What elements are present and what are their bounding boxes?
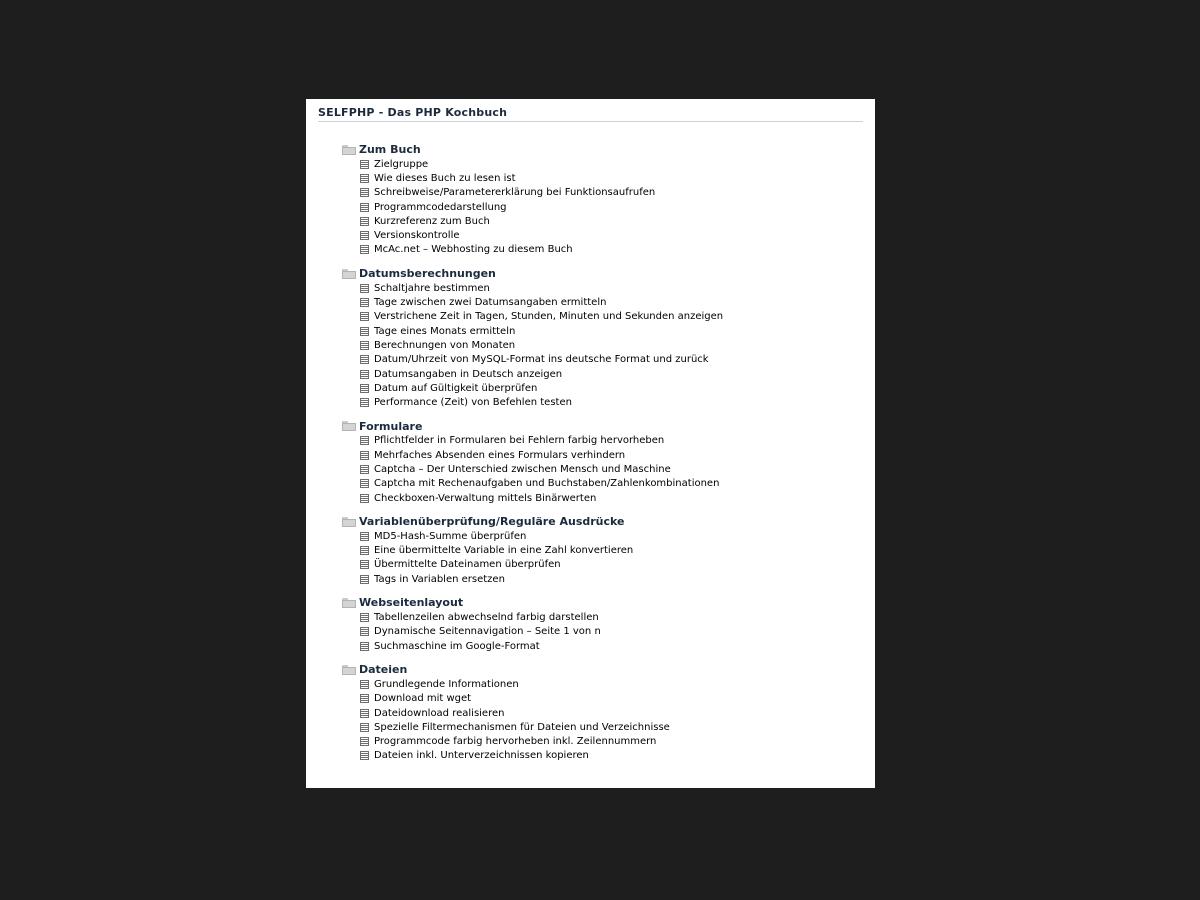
section-heading-label: Datumsberechnungen (359, 267, 496, 281)
folder-icon (342, 145, 356, 155)
folder-icon (342, 665, 356, 675)
document-icon (360, 737, 369, 746)
toc-section (342, 514, 863, 586)
document-icon (360, 217, 369, 226)
toc-link-label: Verstrichene Zeit in Tagen, Stunden, Minuten und Sekunden anzeigen (374, 311, 724, 323)
toc-link[interactable] (360, 462, 863, 476)
toc-link-label: Tags in Variablen ersetzen (374, 573, 505, 585)
toc-link[interactable] (360, 171, 863, 185)
document-icon (360, 312, 369, 321)
toc-link[interactable] (360, 310, 863, 324)
table-of-contents (318, 142, 863, 763)
folder-icon (342, 598, 356, 608)
section-heading-label: Formulare (359, 419, 423, 433)
toc-link[interactable] (360, 720, 863, 734)
toc-link[interactable] (360, 677, 863, 691)
toc-link-label: Dateidownload realisieren (374, 707, 505, 719)
document-icon (360, 546, 369, 555)
toc-link[interactable] (360, 367, 863, 381)
toc-link-label: Datum auf Gültigkeit überprüfen (374, 382, 538, 394)
toc-link-label: Dynamische Seitennavigation – Seite 1 von n (374, 626, 601, 638)
toc-section (342, 662, 863, 763)
toc-link-label: Pflichtfelder in Formularen bei Fehlern farbig hervorheben (374, 435, 665, 447)
document-icon (360, 245, 369, 254)
toc-link[interactable] (360, 625, 863, 639)
toc-link-label: Mehrfaches Absenden eines Formulars verhindern (374, 449, 626, 461)
toc-link-label: Download mit wget (374, 693, 472, 705)
toc-link-label: MD5-Hash-Summe überprüfen (374, 530, 527, 542)
folder-icon (342, 421, 356, 431)
document-icon (360, 751, 369, 760)
toc-link-label: Captcha mit Rechenaufgaben und Buchstaben/Zahlenkombinationen (374, 478, 720, 490)
toc-link[interactable] (360, 639, 863, 653)
toc-link[interactable] (360, 448, 863, 462)
section-heading[interactable] (342, 419, 863, 434)
toc-link[interactable] (360, 749, 863, 763)
toc-link[interactable] (360, 200, 863, 214)
toc-link[interactable] (360, 381, 863, 395)
toc-link-label: Spezielle Filtermechanismen für Dateien und Verzeichnisse (374, 721, 670, 733)
folder-icon (342, 269, 356, 279)
toc-link-label: Eine übermittelte Variable in eine Zahl konvertieren (374, 545, 634, 557)
document-icon (360, 465, 369, 474)
section-heading-label: Webseitenlayout (359, 596, 464, 610)
section-heading-label: Zum Buch (359, 143, 421, 156)
document-icon (360, 532, 369, 541)
document-icon (360, 284, 369, 293)
toc-link-label: Tage eines Monats ermitteln (374, 325, 516, 337)
document-icon (360, 384, 369, 393)
document-icon (360, 398, 369, 407)
document-icon (360, 709, 369, 718)
toc-link-label: Performance (Zeit) von Befehlen testen (374, 397, 572, 409)
toc-link[interactable] (360, 295, 863, 309)
toc-link-label: Tage zwischen zwei Datumsangaben ermitteln (374, 297, 607, 309)
toc-link-label: Schreibweise/Parametererklärung bei Funktionsaufrufen (374, 187, 656, 199)
toc-link[interactable] (360, 610, 863, 624)
toc-link-label: Captcha – Der Unterschied zwischen Mensch und Maschine (374, 463, 671, 475)
toc-link[interactable] (360, 157, 863, 171)
document-icon (360, 560, 369, 569)
toc-section (342, 266, 863, 410)
toc-link-label: Wie dieses Buch zu lesen ist (374, 172, 516, 184)
toc-link-label: Übermittelte Dateinamen überprüfen (374, 559, 561, 571)
section-heading[interactable] (342, 142, 863, 157)
toc-link-label: Versionskontrolle (374, 230, 460, 242)
document-icon (360, 642, 369, 651)
document-icon (360, 723, 369, 732)
document-icon (360, 327, 369, 336)
toc-link-label: Programmcode farbig hervorheben inkl. Zeilennummern (374, 736, 657, 748)
folder-icon (342, 517, 356, 527)
toc-link-label: McAc.net – Webhosting zu diesem Buch (374, 244, 573, 256)
toc-link-label: Grundlegende Informationen (374, 678, 519, 690)
document-icon (360, 694, 369, 703)
toc-link[interactable] (360, 558, 863, 572)
toc-link[interactable] (360, 214, 863, 228)
document-icon (360, 203, 369, 212)
content-panel (306, 99, 875, 788)
document-icon (360, 298, 369, 307)
toc-link[interactable] (360, 353, 863, 367)
toc-link-label: Suchmaschine im Google-Format (374, 640, 540, 652)
toc-link[interactable] (360, 529, 863, 543)
toc-link-label: Tabellenzeilen abwechselnd farbig darstellen (374, 612, 599, 624)
document-icon (360, 188, 369, 197)
toc-link-label: Programmcodedarstellung (374, 201, 507, 213)
toc-link-label: Datumsangaben in Deutsch anzeigen (374, 368, 563, 380)
toc-link[interactable] (360, 395, 863, 409)
toc-section (342, 419, 863, 505)
document-icon (360, 231, 369, 240)
document-icon (360, 680, 369, 689)
toc-link[interactable] (360, 735, 863, 749)
toc-link[interactable] (360, 692, 863, 706)
document-icon (360, 355, 369, 364)
section-heading-label: Dateien (359, 663, 408, 677)
section-heading[interactable] (342, 595, 863, 610)
toc-section (342, 142, 863, 257)
toc-link[interactable] (360, 572, 863, 586)
toc-link[interactable] (360, 281, 863, 295)
toc-link[interactable] (360, 477, 863, 491)
document-icon (360, 370, 369, 379)
document-icon (360, 451, 369, 460)
toc-link[interactable] (360, 706, 863, 720)
document-icon (360, 160, 369, 169)
toc-link-label: Zielgruppe (374, 158, 429, 170)
toc-link[interactable] (360, 544, 863, 558)
toc-link[interactable] (360, 324, 863, 338)
page-title: SELFPHP - Das PHP Kochbuch (318, 106, 863, 122)
toc-link[interactable] (360, 491, 863, 505)
toc-link-label: Dateien inkl. Unterverzeichnissen kopieren (374, 750, 589, 762)
document-icon (360, 479, 369, 488)
document-icon (360, 613, 369, 622)
section-heading[interactable] (342, 266, 863, 281)
document-icon (360, 436, 369, 445)
section-heading-label: Variablenüberprüfung/Reguläre Ausdrücke (359, 515, 625, 529)
document-icon (360, 627, 369, 636)
toc-link-label: Schaltjahre bestimmen (374, 282, 490, 294)
toc-section (342, 595, 863, 653)
document-icon (360, 494, 369, 503)
toc-link[interactable] (360, 243, 863, 257)
toc-link[interactable] (360, 434, 863, 448)
document-icon (360, 174, 369, 183)
toc-link-label: Checkboxen-Verwaltung mittels Binärwerten (374, 492, 597, 504)
section-heading[interactable] (342, 514, 863, 529)
toc-link-label: Berechnungen von Monaten (374, 339, 516, 351)
document-icon (360, 341, 369, 350)
toc-link-label: Kurzreferenz zum Buch (374, 215, 490, 227)
toc-link[interactable] (360, 186, 863, 200)
toc-link[interactable] (360, 228, 863, 242)
document-icon (360, 575, 369, 584)
toc-link[interactable] (360, 338, 863, 352)
toc-link-label: Datum/Uhrzeit von MySQL-Format ins deutsche Format und zurück (374, 354, 709, 366)
section-heading[interactable] (342, 662, 863, 677)
